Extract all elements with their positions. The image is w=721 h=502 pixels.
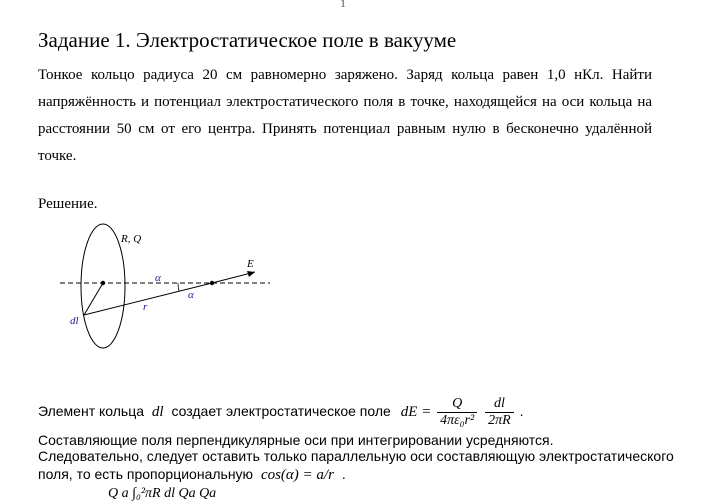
problem-statement: Тонкое кольцо радиуса 20 см равномерно заряжено. Заряд кольца равен 1,0 нКл. Найти напряжённость и потенциал электростатического поля в точке, находящейся на оси кольца на расстоянии 50 см от его центра. Принять потенциал равным нулю в бесконечно удалённой точке. (38, 67, 652, 164)
proportional-line (38, 466, 346, 484)
angle-arc (178, 283, 179, 291)
cutoff-formula: Q a ∫₀²πR dl Qa Qa (108, 486, 217, 501)
formula-lhs: dE = (400, 404, 432, 421)
averaging-line: Составляющие поля перпендикулярные оси при интегрировании усредняются. (38, 432, 554, 448)
proportional-suffix: . (341, 466, 346, 482)
conclusion-line: Следовательно, следует оставить только параллельную оси составляющую электростатического (38, 448, 674, 464)
fraction-element-num: dl (485, 396, 514, 413)
element-field-prefix: Элемент кольца (38, 403, 145, 420)
ring (81, 224, 125, 348)
radius-line (84, 283, 103, 315)
angle-label-top: α (155, 272, 161, 284)
fraction-element (485, 396, 514, 429)
angle-label-bottom: α (188, 289, 194, 301)
ring-label: R, Q (121, 233, 142, 245)
element-field-middle: создает электростатическое поле (171, 403, 391, 420)
section-heading: Задание 1. Электростатическое поле в вакууме (38, 28, 457, 52)
distance-label: r (143, 301, 148, 313)
cos-formula: cos(α) = a/r (260, 467, 334, 483)
fraction-element-den: 2πR (488, 413, 511, 428)
formula-suffix: . (519, 403, 524, 420)
proportional-prefix: поля, то есть пропорциональную (38, 466, 254, 482)
fraction-charge-num: Q (437, 396, 477, 413)
fraction-charge-den: 4πε₀r² (440, 413, 475, 428)
ring-diagram (55, 218, 285, 368)
element-label: dl (70, 315, 79, 327)
fraction-charge (437, 396, 477, 429)
element-field-line (38, 396, 523, 429)
page-number: 1 (340, 0, 346, 10)
field-arrowhead (247, 271, 255, 277)
solution-label: Решение. (38, 196, 98, 212)
element-symbol: dl (151, 404, 164, 421)
field-label: E (247, 258, 254, 270)
